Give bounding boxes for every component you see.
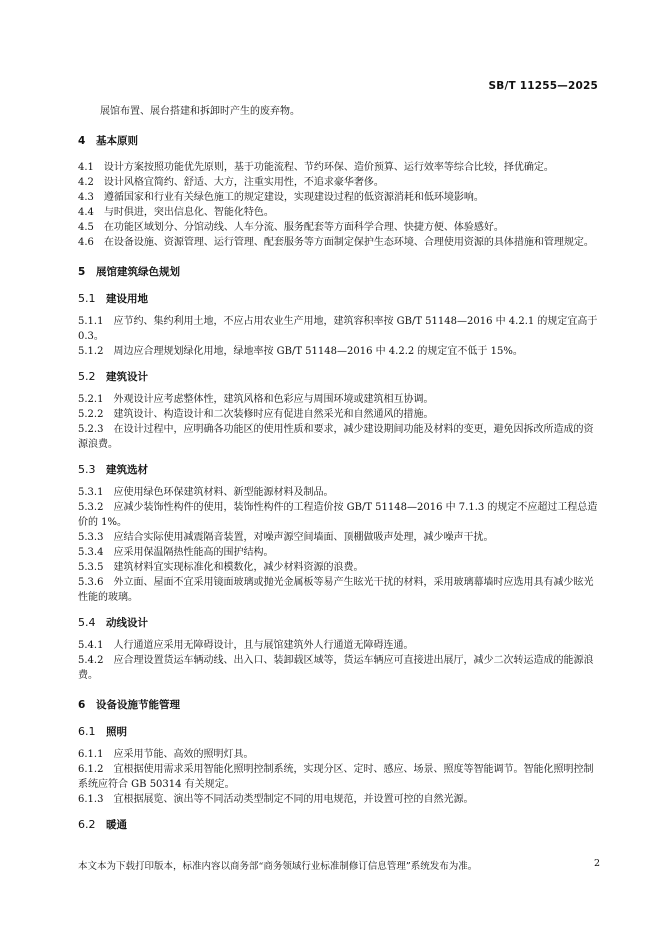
clause-5-2-2 bbox=[78, 407, 600, 422]
clause-5-4-2 bbox=[78, 653, 600, 683]
clause-text: 在设备设施、资源管理、运行管理、配套服务等方面制定保护生态环境、合理使用资源的具体措施和管理规定。 bbox=[103, 237, 594, 248]
section-5-4-items bbox=[78, 638, 600, 683]
clause-number: 5.3.2 bbox=[78, 502, 104, 513]
clause-text: 应采用保温隔热性能高的围护结构。 bbox=[113, 547, 274, 558]
clause-5-3-3 bbox=[78, 530, 600, 545]
clause-4-1 bbox=[78, 160, 600, 175]
section-5-heading: 5 展馆建筑绿色规划 bbox=[78, 266, 180, 278]
clause-6-1-1 bbox=[78, 747, 600, 762]
clause-number: 5.2.2 bbox=[78, 409, 104, 420]
clause-5-2-1 bbox=[78, 392, 600, 407]
clause-text: 设计风格宜简约、舒适、大方，注重实用性，不追求豪华奢侈。 bbox=[103, 177, 384, 188]
section-5-1-heading: 5.1 建设用地 bbox=[78, 292, 148, 305]
section-6-1-items bbox=[78, 747, 600, 807]
section-5-3-heading: 5.3 建筑选材 bbox=[78, 463, 148, 476]
section-5-3-items bbox=[78, 485, 600, 605]
clause-number: 5.3.6 bbox=[78, 577, 104, 588]
clause-5-3-5 bbox=[78, 560, 600, 575]
lead-paragraph: 展馆布置、展台搭建和拆卸时产生的废弃物。 bbox=[100, 106, 300, 117]
clause-number: 5.4.2 bbox=[78, 655, 104, 666]
clause-number: 5.3.5 bbox=[78, 562, 104, 573]
standard-code-header: SB/T 11255—2025 bbox=[488, 80, 598, 92]
clause-6-1-2 bbox=[78, 762, 600, 792]
clause-number: 6.1.1 bbox=[78, 749, 104, 760]
clause-text: 在设计过程中，应明确各功能区的使用性质和要求，减少建设期间功能及材料的变更，避免因拆改所造成的资源浪费。 bbox=[78, 424, 594, 450]
clause-6-1-3 bbox=[78, 792, 600, 807]
clause-text: 宜根据使用需求采用智能化照明控制系统，实现分区、定时、感应、场景、照度等智能调节。智能化照明控制系统应符合 GB 50314 有关规定。 bbox=[78, 764, 594, 790]
clause-number: 5.3.1 bbox=[78, 487, 104, 498]
section-5-4-heading: 5.4 动线设计 bbox=[78, 616, 148, 629]
clause-number: 4.3 bbox=[78, 192, 94, 203]
clause-text: 人行通道应采用无障碍设计，且与展馆建筑外人行通道无障碍连通。 bbox=[113, 640, 414, 651]
clause-text: 应合理设置货运车辆动线、出入口、装卸载区域等，货运车辆应可直接进出展厅，减少二次转运造成的能源浪费。 bbox=[78, 655, 594, 681]
clause-5-4-1 bbox=[78, 638, 600, 653]
clause-text: 遵循国家和行业有关绿色施工的规定建设，实现建设过程的低资源消耗和低环境影响。 bbox=[103, 192, 484, 203]
section-4-heading: 4 基本原则 bbox=[78, 135, 138, 147]
clause-text: 外观设计应考虑整体性，建筑风格和色彩应与周围环境或建筑相互协调。 bbox=[113, 394, 434, 405]
clause-text: 设计方案按照功能优先原则，基于功能流程、节约环保、造价预算、运行效率等综合比较，择优确定。 bbox=[103, 162, 554, 173]
section-4-items bbox=[78, 160, 600, 250]
clause-number: 4.1 bbox=[78, 162, 94, 173]
clause-number: 5.1.1 bbox=[78, 316, 104, 327]
clause-text: 应使用绿色环保建筑材料、新型能源材料及制品。 bbox=[113, 487, 334, 498]
clause-number: 5.2.3 bbox=[78, 424, 104, 435]
clause-text: 在功能区域划分、分馆动线、人车分流、服务配套等方面科学合理、快捷方便、体验感好。 bbox=[103, 222, 504, 233]
clause-text: 应减少装饰性构件的使用，装饰性构件的工程造价按 GB/T 51148—2016 中 7.1.3 的规定不应超过工程总造价的 1%。 bbox=[78, 502, 598, 528]
clause-number: 5.3.4 bbox=[78, 547, 104, 558]
clause-5-1-1 bbox=[78, 314, 600, 344]
clause-number: 4.6 bbox=[78, 237, 94, 248]
section-6-2-heading: 6.2 暖通 bbox=[78, 818, 127, 831]
clause-4-6 bbox=[78, 235, 600, 250]
clause-number: 4.5 bbox=[78, 222, 94, 233]
clause-number: 5.1.2 bbox=[78, 346, 104, 357]
clause-text: 与时俱进，突出信息化、智能化特色。 bbox=[103, 207, 274, 218]
footer-note: 本文本为下载打印版本，标准内容以商务部“商务领域行业标准制修订信息管理”系统发布为准。 bbox=[78, 861, 478, 872]
clause-5-1-2 bbox=[78, 344, 600, 359]
clause-number: 6.1.2 bbox=[78, 764, 104, 775]
section-5-2-items bbox=[78, 392, 600, 452]
clause-number: 5.3.3 bbox=[78, 532, 104, 543]
clause-text: 周边应合理规划绿化用地，绿地率按 GB/T 51148—2016 中 4.2.2 的规定宜不低于 15%。 bbox=[113, 346, 523, 357]
clause-text: 建筑设计、构造设计和二次装修时应有促进自然采光和自然通风的措施。 bbox=[113, 409, 434, 420]
page-footer bbox=[78, 858, 600, 872]
section-5-1-items bbox=[78, 314, 600, 359]
clause-number: 5.2.1 bbox=[78, 394, 104, 405]
clause-5-3-6 bbox=[78, 575, 600, 605]
clause-text: 宜根据展览、演出等不同活动类型制定不同的用电规范，并设置可控的自然光源。 bbox=[113, 794, 474, 805]
clause-4-2 bbox=[78, 175, 600, 190]
clause-4-5 bbox=[78, 220, 600, 235]
clause-text: 应采用节能、高效的照明灯具。 bbox=[113, 749, 254, 760]
page-number: 2 bbox=[593, 858, 600, 869]
clause-4-4 bbox=[78, 205, 600, 220]
document-body bbox=[78, 104, 600, 840]
clause-text: 应节约、集约利用土地，不应占用农业生产用地，建筑容积率按 GB/T 51148—2016 中 4.2.1 的规定宜高于 0.3。 bbox=[78, 316, 598, 342]
clause-5-3-2 bbox=[78, 500, 600, 530]
clause-4-3 bbox=[78, 190, 600, 205]
clause-text: 外立面、屋面不宜采用镜面玻璃或抛光金属板等易产生眩光干扰的材料，采用玻璃幕墙时应选用具有减少眩光性能的玻璃。 bbox=[78, 577, 594, 603]
clause-number: 6.1.3 bbox=[78, 794, 104, 805]
clause-text: 建筑材料宜实现标准化和模数化，减少材料资源的浪费。 bbox=[113, 562, 364, 573]
clause-number: 4.4 bbox=[78, 207, 94, 218]
clause-number: 5.4.1 bbox=[78, 640, 104, 651]
section-6-heading: 6 设备设施节能管理 bbox=[78, 699, 180, 711]
section-5-2-heading: 5.2 建筑设计 bbox=[78, 370, 148, 383]
clause-text: 应结合实际使用减震隔音装置，对噪声源空间墙面、顶棚做吸声处理，减少噪声干扰。 bbox=[113, 532, 494, 543]
clause-number: 4.2 bbox=[78, 177, 94, 188]
section-6-1-heading: 6.1 照明 bbox=[78, 725, 127, 738]
clause-5-3-1 bbox=[78, 485, 600, 500]
clause-5-3-4 bbox=[78, 545, 600, 560]
clause-5-2-3 bbox=[78, 422, 600, 452]
